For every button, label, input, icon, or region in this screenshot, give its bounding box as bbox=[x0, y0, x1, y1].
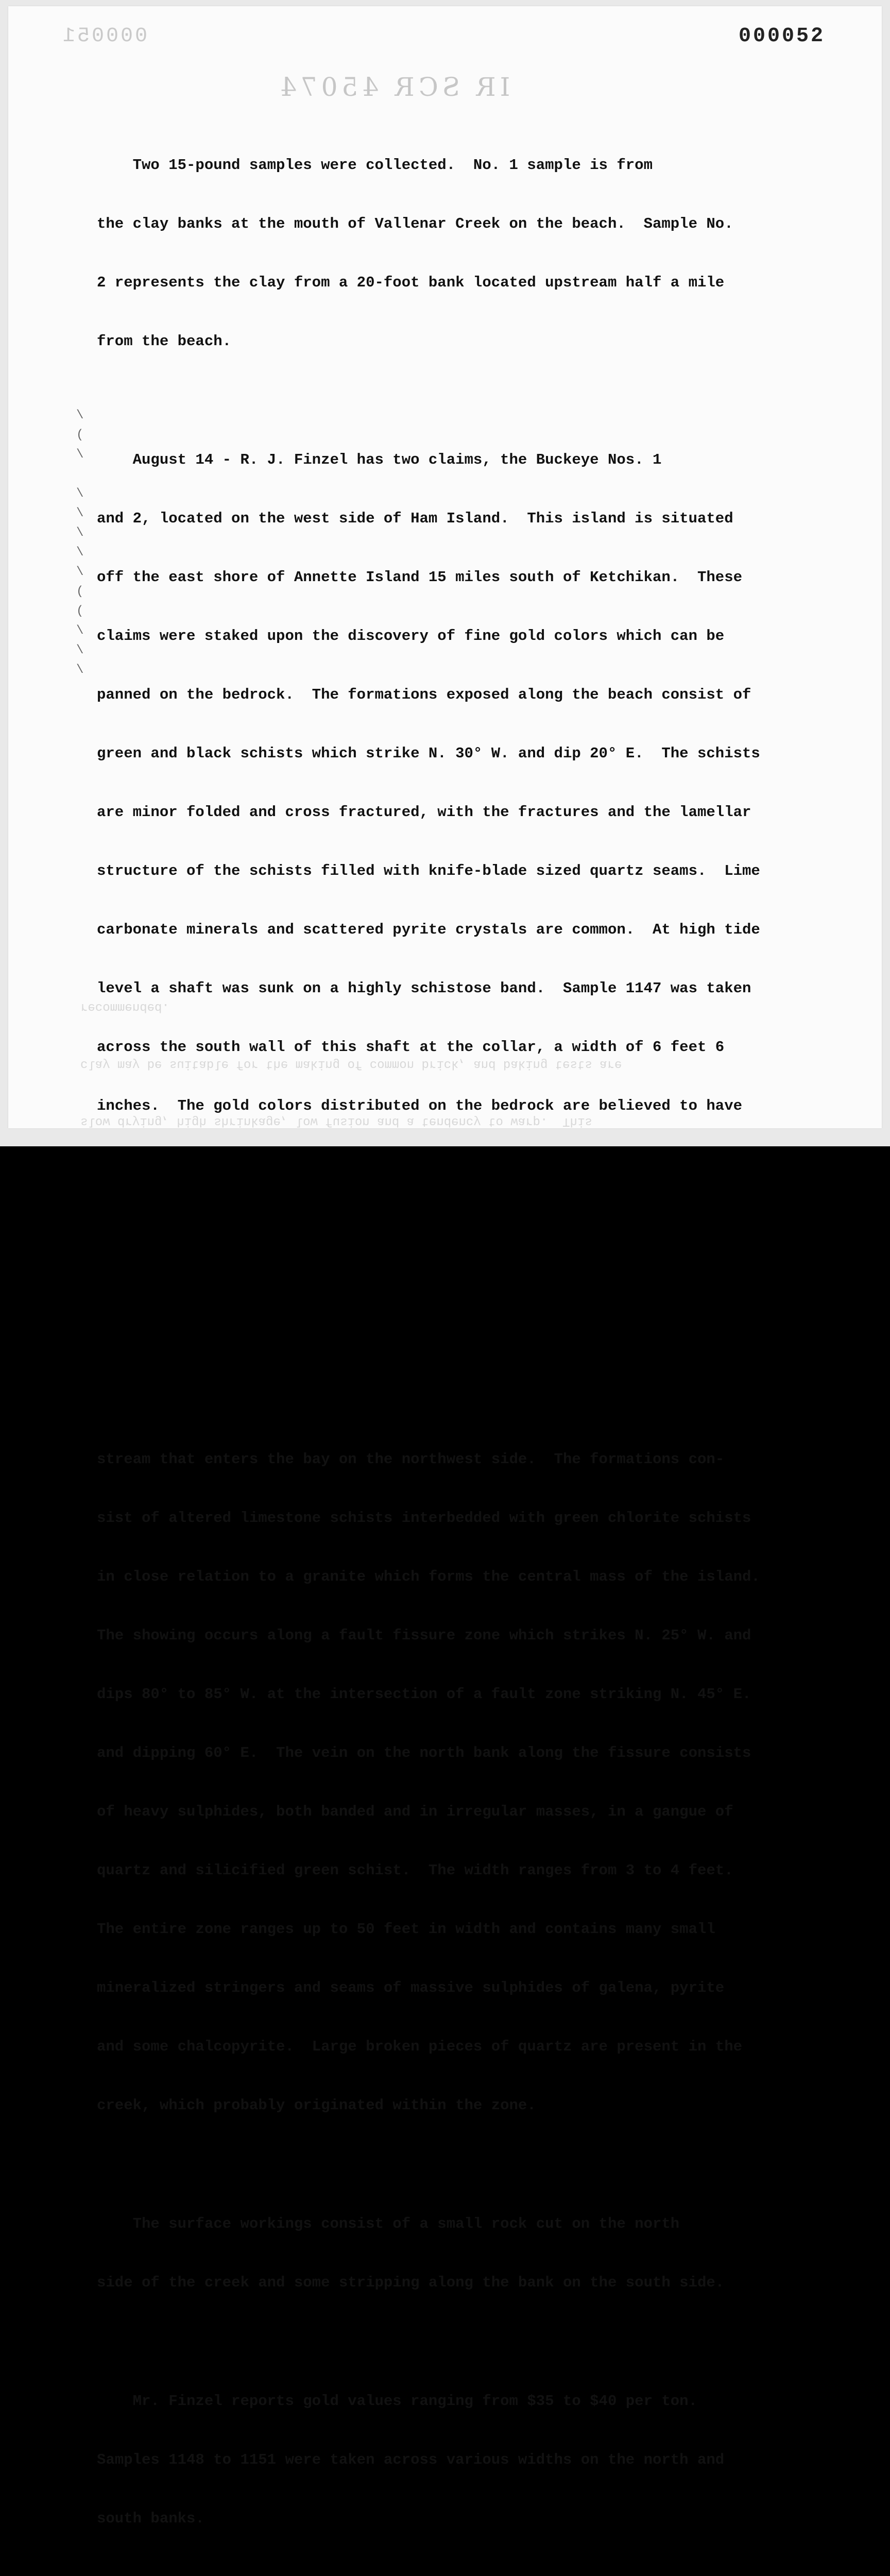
text-line: across the south wall of this shaft at the collar, a width of 6 feet 6 bbox=[97, 1039, 725, 1056]
scanner-black-background bbox=[0, 1146, 890, 1443]
text-line: the clay banks at the mouth of Vallenar Creek on the beach. Sample No. bbox=[97, 215, 733, 232]
text-line: carbonate minerals and scattered pyrite crystals are common. At high tide bbox=[97, 921, 760, 938]
text-line: structure of the schists filled with knife-blade sized quartz seams. Lime bbox=[97, 862, 760, 879]
text-line: The entire zone ranges up to 50 feet in width and contains many small bbox=[97, 1921, 715, 1938]
text-line: stream that enters the bay on the northwest side. The formations con- bbox=[97, 1451, 725, 1468]
text-line: green and black schists which strike N. 30° W. and dip 20° E. The schists bbox=[97, 745, 760, 762]
paper-sheet bbox=[8, 6, 882, 2527]
text-line: panned on the bedrock. The formations exposed along the beach consist of bbox=[97, 686, 751, 703]
bleed-line: recommended. bbox=[80, 1000, 169, 1014]
text-line: of heavy sulphides, both banded and in irregular masses, in a gangue of bbox=[97, 1803, 733, 1820]
bleed-line: clay may be suitable for the making of common brick, and baking tests are bbox=[80, 1057, 622, 1071]
text-line: The surface workings consist of a small rock cut on the north bbox=[97, 2215, 680, 2232]
text-line: claims were staked upon the discovery of fine gold colors which can be bbox=[97, 628, 725, 645]
bleed-line: slow drying, high shrinkage, low fusion and a tendency to warp. This bbox=[80, 1114, 592, 1128]
text-line: Samples 1148 to 1151 were taken across various widths on the north and bbox=[97, 2451, 725, 2468]
text-line: south banks. bbox=[97, 2510, 204, 2527]
text-line: creek, which probably originated within the zone. bbox=[97, 2097, 536, 2114]
text-line: are minor folded and cross fractured, with the fractures and the lamellar bbox=[97, 804, 751, 821]
handwritten-reference: IR SCR 45074 bbox=[276, 72, 510, 102]
text-line: quartz and silicified green schist. The width ranges from 3 to 4 feet. bbox=[97, 1862, 733, 1879]
margin-marks: \ ( \ \ \ \ \ \ ( ( \ \ \ bbox=[76, 409, 84, 677]
paragraph-2 bbox=[97, 411, 844, 1214]
paragraph-1 bbox=[97, 116, 844, 391]
paragraph-5 bbox=[97, 2352, 844, 2568]
paragraph-4 bbox=[97, 2175, 844, 2332]
ghost-page-number: 000051 bbox=[61, 25, 148, 48]
text-line: August 14 - R. J. Finzel has two claims, the Buckeye Nos. 1 bbox=[97, 451, 662, 468]
text-line: 2 represents the clay from a 20-foot bank located upstream half a mile bbox=[97, 274, 725, 291]
text-line: dips 80° to 85° W. at the intersection of a fault zone striking N. 45° E. bbox=[97, 1686, 751, 1703]
text-line: Mr. Finzel reports gold values ranging from $35 to $40 per ton. bbox=[97, 2393, 697, 2410]
text-line: and some chalcopyrite. Large broken pieces of quartz are present in the bbox=[97, 2038, 743, 2055]
text-line: inches. The gold colors distributed on the bedrock are believed to have bbox=[97, 1097, 743, 1114]
page-number: 000052 bbox=[738, 25, 825, 48]
text-line: The showing occurs along a fault fissure zone which strikes N. 25° W. and bbox=[97, 1627, 751, 1644]
text-line: sist of altered limestone schists interbedded with green chlorite schists bbox=[97, 1510, 751, 1527]
text-line: in close relation to a granite which forms the central mass of the island. bbox=[97, 1568, 760, 1585]
text-line: from the beach. bbox=[97, 333, 232, 350]
text-line: mineralized stringers and seams of massive sulphides of galena, pyrite bbox=[97, 1979, 725, 1996]
text-line: Two 15-pound samples were collected. No. 1 sample is from bbox=[97, 157, 653, 174]
text-line: level a shaft was sunk on a highly schistose band. Sample 1147 was taken bbox=[97, 980, 751, 997]
text-line: and dipping 60° E. The vein on the north bank along the fissure consists bbox=[97, 1744, 751, 1761]
text-line: off the east shore of Annette Island 15 miles south of Ketchikan. These bbox=[97, 569, 743, 586]
text-line: side of the creek and some stripping along the bank on the south side. bbox=[97, 2274, 725, 2291]
text-line: and 2, located on the west side of Ham Island. This island is situated bbox=[97, 510, 733, 527]
